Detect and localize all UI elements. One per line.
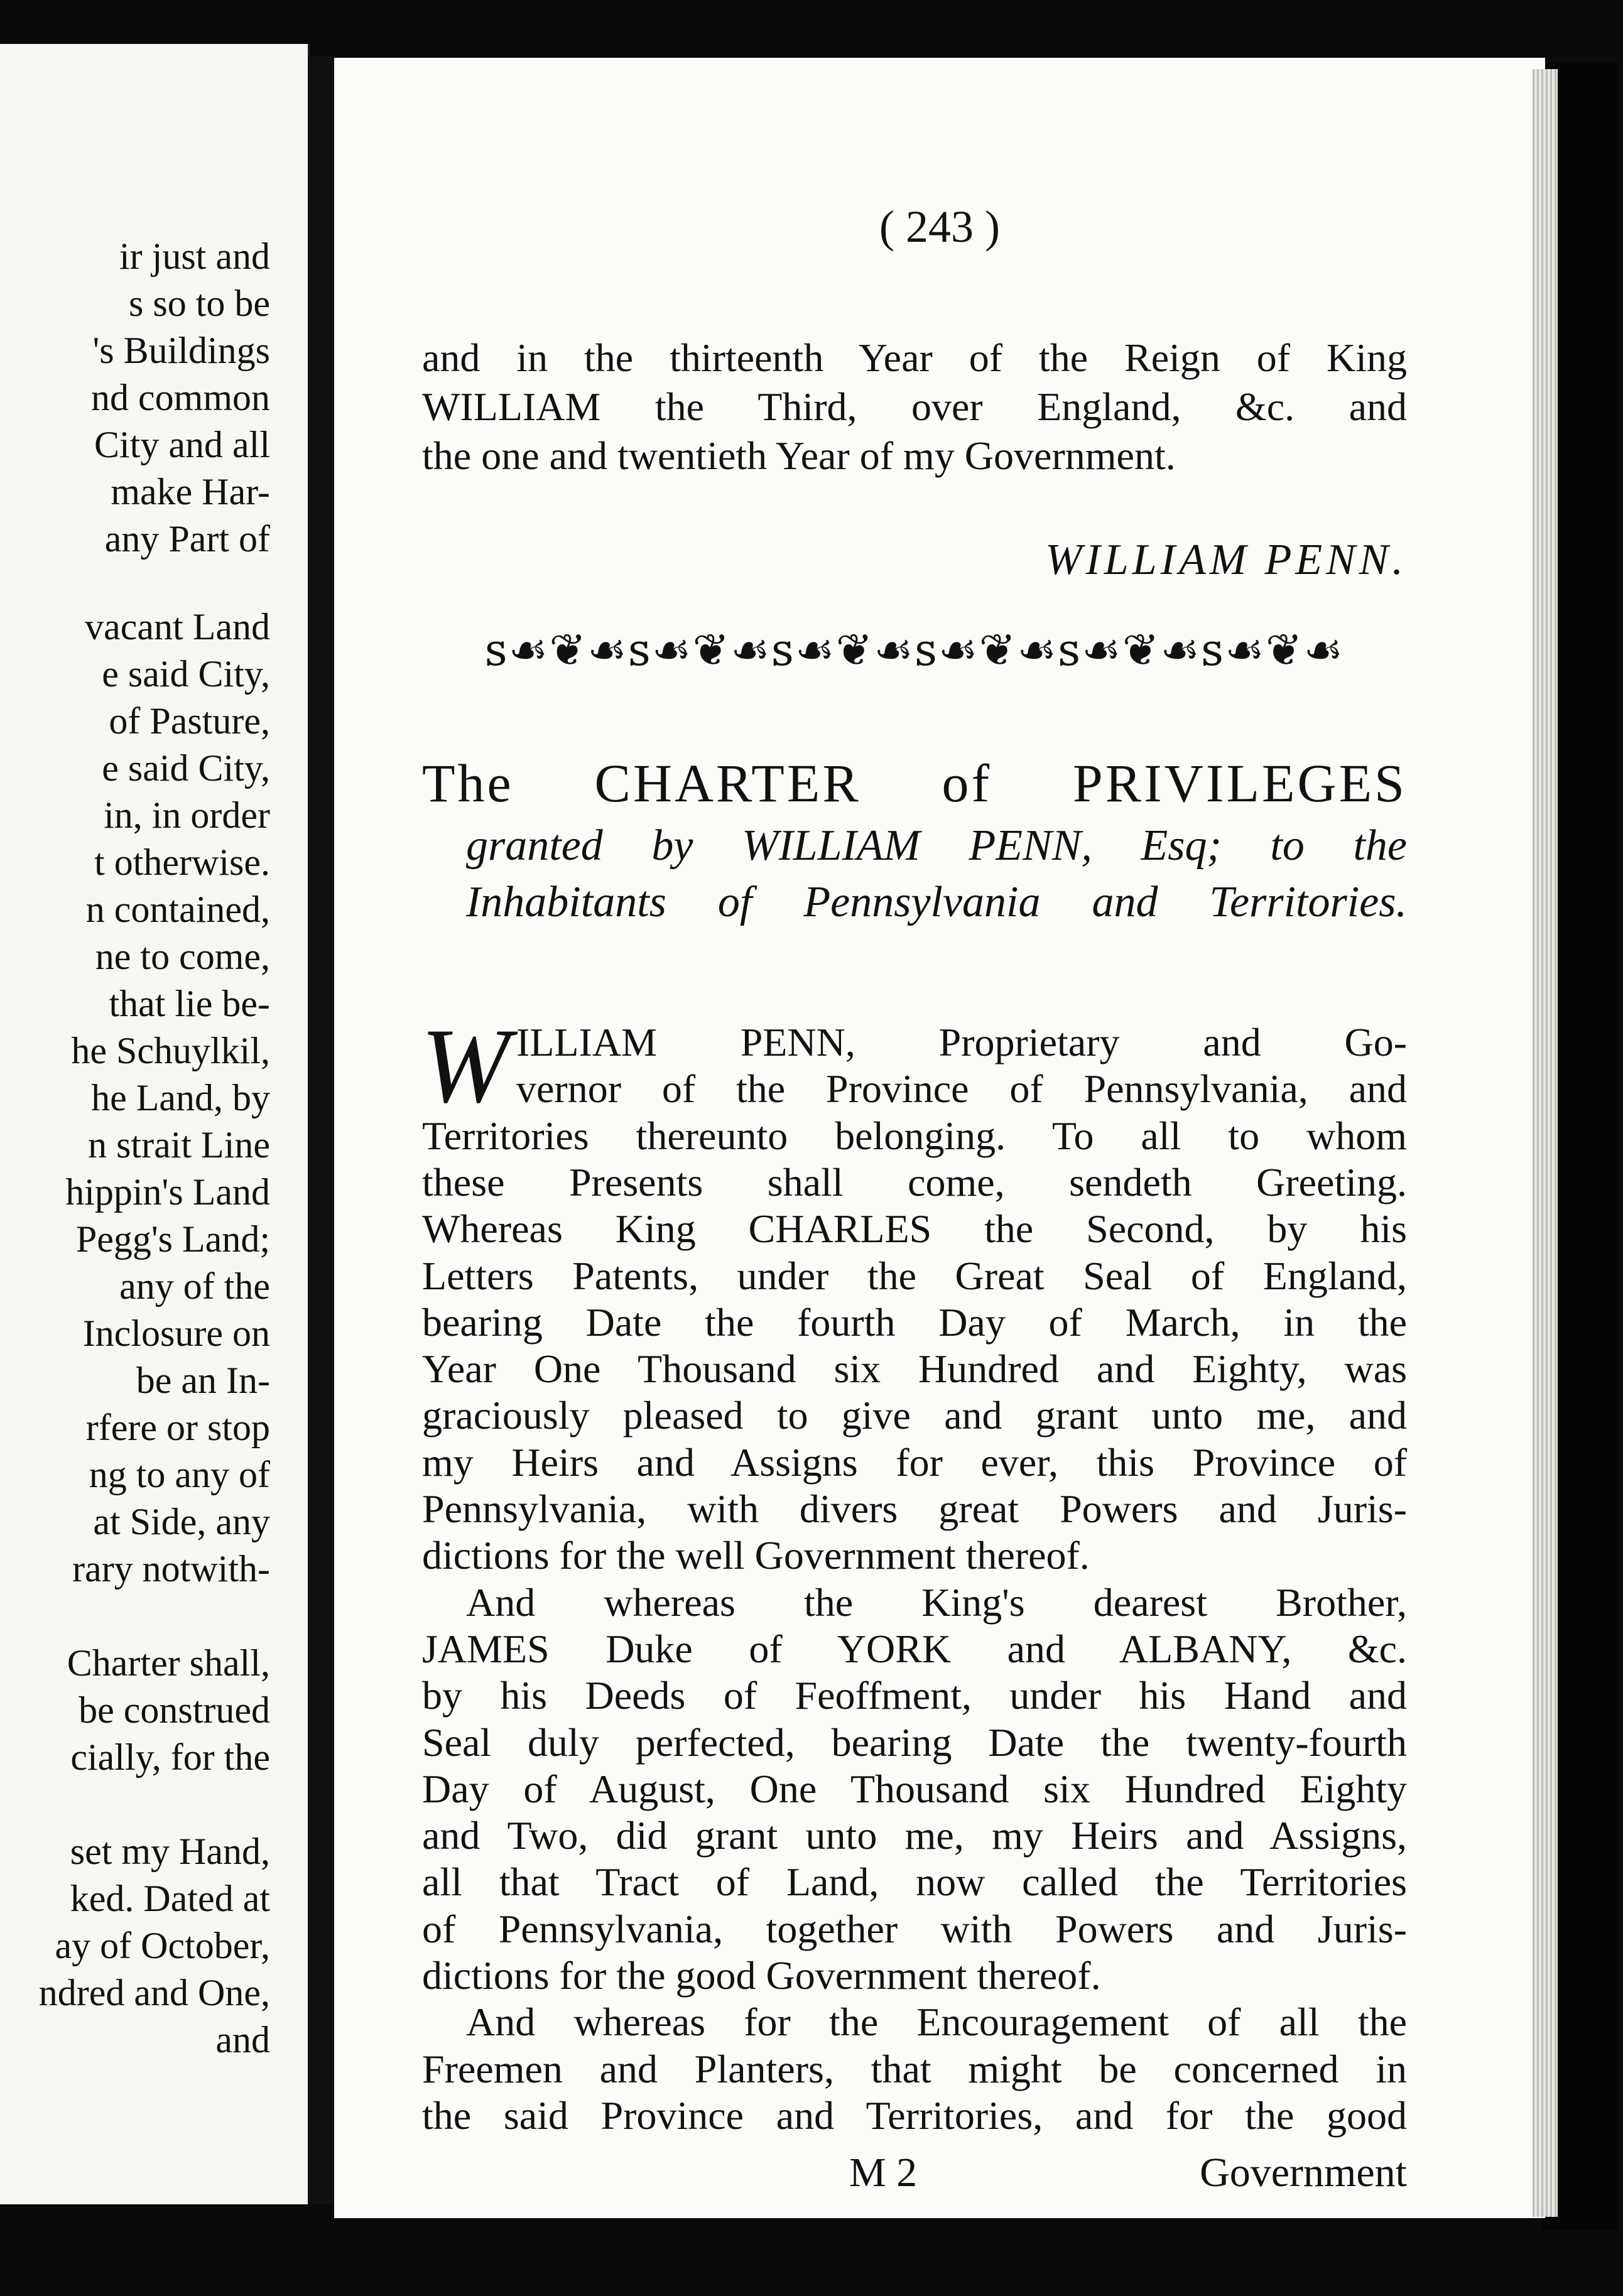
body-text-line: Letters Patents, under the Great Seal of England,: [422, 1253, 1407, 1298]
left-page-line: and: [215, 2019, 270, 2060]
intro-line: and in the thirteenth Year of the Reign of King: [422, 335, 1407, 380]
body-text-line: of Pennsylvania, together with Powers and Juris-: [422, 1906, 1407, 1951]
body-text-line: bearing Date the fourth Day of March, in the: [422, 1299, 1407, 1345]
body-text-line: the said Province and Territories, and for the good: [422, 2093, 1407, 2138]
intro-line: the one and twentieth Year of my Government.: [422, 433, 1176, 478]
body-text-line: Day of August, One Thousand six Hundred Eighty: [422, 1766, 1407, 1811]
body-text-line: And whereas for the Encouragement of all the: [466, 2000, 1407, 2045]
charter-title: The CHARTER of PRIVILEGES: [422, 753, 1407, 813]
left-page-line: any of the: [119, 1265, 270, 1307]
right-page: [334, 58, 1545, 2218]
charter-subtitle: Inhabitants of Pennsylvania and Territories.: [466, 878, 1407, 926]
body-text-line: Freemen and Planters, that might be concerned in: [422, 2046, 1407, 2091]
body-text-line: Whereas King CHARLES the Second, by his: [422, 1206, 1407, 1252]
left-page-line: ked. Dated at: [70, 1878, 270, 1919]
body-text-line: Seal duly perfected, bearing Date the twenty-fourth: [422, 1719, 1407, 1765]
left-page-line: rary notwith-: [72, 1548, 270, 1589]
body-text-line: Year One Thousand six Hundred and Eighty, was: [422, 1346, 1407, 1392]
left-page-line: make Har-: [111, 471, 270, 512]
left-page-line: be construed: [79, 1689, 270, 1731]
body-text-line: by his Deeds of Feoffment, under his Hand and: [422, 1673, 1407, 1718]
left-page-line: vacant Land: [85, 606, 270, 647]
left-page-line: City and all: [94, 424, 270, 465]
left-page-line: he Schuylkil,: [71, 1030, 270, 1071]
left-page-line: ne to come,: [95, 936, 270, 977]
body-text-line: graciously pleased to give and grant unto me, and: [422, 1393, 1407, 1438]
ornamental-border: ꜱ☙❦☙ꜱ☙❦☙ꜱ☙❦☙ꜱ☙❦☙ꜱ☙❦☙ꜱ☙❦☙: [484, 627, 1345, 675]
body-text-line: my Heirs and Assigns for ever, this Province of: [422, 1439, 1407, 1485]
left-page-line: rfere or stop: [85, 1407, 270, 1448]
intro-line: WILLIAM the Third, over England, &c. and: [422, 384, 1407, 429]
left-page: [0, 44, 310, 2204]
left-page-line: e said City,: [102, 747, 270, 789]
left-page-line: ndred and One,: [38, 1972, 270, 2013]
left-page-line: Charter shall,: [67, 1642, 270, 1684]
left-page-line: n contained,: [85, 889, 270, 930]
body-text-line: vernor of the Province of Pennsylvania, and: [516, 1066, 1407, 1112]
left-page-line: Inclosure on: [82, 1313, 270, 1354]
body-text-line: JAMES Duke of YORK and ALBANY, &c.: [422, 1626, 1407, 1671]
left-page-line: e said City,: [102, 653, 270, 695]
body-text-line: Territories thereunto belonging. To all to whom: [422, 1113, 1407, 1158]
signature: WILLIAM PENN.: [1045, 536, 1407, 584]
book-gutter: [308, 57, 334, 2204]
body-text-line: dictions for the well Government thereof.: [422, 1533, 1090, 1578]
left-page-line: at Side, any: [93, 1501, 270, 1542]
left-page-line: any Part of: [104, 518, 270, 560]
body-text-line: dictions for the good Government thereof.: [422, 1953, 1101, 1998]
left-page-line: nd common: [91, 377, 270, 418]
body-text-line: these Presents shall come, sendeth Greeting.: [422, 1159, 1407, 1205]
left-page-line: he Land, by: [91, 1077, 270, 1118]
charter-subtitle: granted by WILLIAM PENN, Esq; to the: [466, 821, 1407, 870]
left-page-line: of Pasture,: [109, 700, 270, 742]
left-page-line: be an In-: [136, 1360, 270, 1401]
body-text-line: ILLIAM PENN, Proprietary and Go-: [516, 1020, 1407, 1064]
page-number: ( 243 ): [879, 202, 1000, 252]
left-page-line: ng to any of: [89, 1454, 270, 1495]
left-page-line: set my Hand,: [70, 1831, 270, 1872]
page-stack-edge: [1533, 69, 1558, 2217]
left-page-line: that lie be-: [109, 983, 270, 1024]
left-page-line: n strait Line: [88, 1124, 270, 1166]
left-page-line: s so to be: [129, 283, 270, 324]
body-text-line: and Two, did grant unto me, my Heirs and Assigns,: [422, 1813, 1407, 1858]
signature-mark: M 2: [849, 2150, 918, 2196]
drop-cap: W: [421, 1007, 510, 1125]
left-page-line: Pegg's Land;: [75, 1218, 270, 1260]
catchword: Government: [1200, 2150, 1407, 2196]
left-page-line: cially, for the: [70, 1736, 270, 1778]
body-text-line: all that Tract of Land, now called the Territories: [422, 1860, 1407, 1905]
left-page-line: ay of October,: [55, 1925, 270, 1966]
left-page-line: t otherwise.: [94, 842, 270, 883]
left-page-line: in, in order: [104, 794, 270, 836]
left-page-line: ir just and: [119, 236, 270, 277]
left-page-line: 's Buildings: [92, 330, 270, 371]
body-text-line: And whereas the King's dearest Brother,: [466, 1579, 1407, 1625]
body-text-line: Pennsylvania, with divers great Powers and Juris-: [422, 1486, 1407, 1531]
left-page-line: hippin's Land: [65, 1171, 270, 1213]
